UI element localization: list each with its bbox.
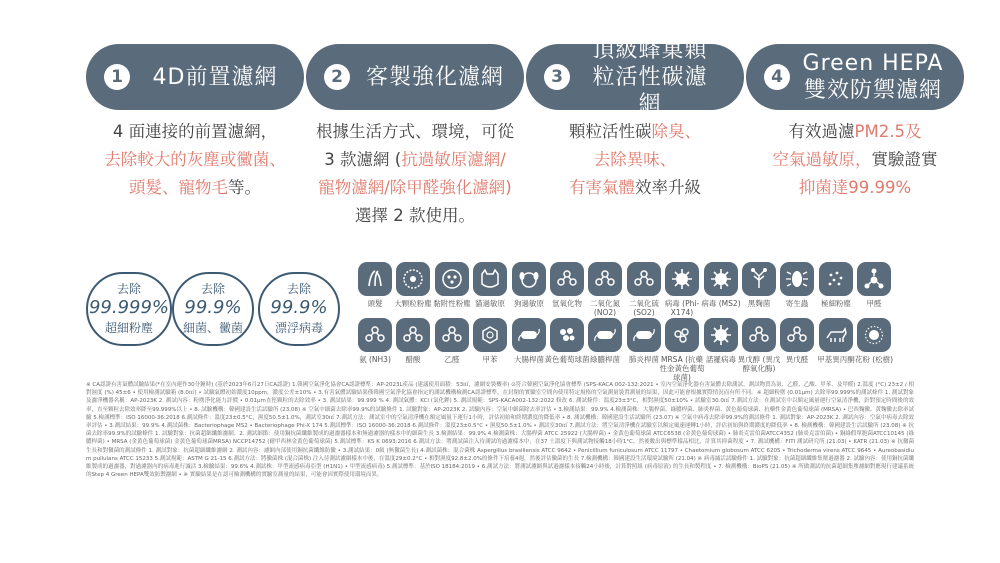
desc-text: 有效過濾	[788, 122, 855, 141]
desc-text: 3 款濾網 (	[324, 150, 402, 169]
dog-odor-icon	[819, 318, 853, 352]
icon-label: 甲醛	[866, 299, 882, 308]
badge-value: 99.9%	[270, 297, 328, 318]
desc-highlight: 去除異味、	[593, 150, 677, 169]
filter-description-3	[520, 118, 750, 202]
filter-title: 頂級蜂巢顆粒活性碳濾網	[592, 37, 708, 117]
desc-highlight: 抗過敏原濾網/	[401, 150, 506, 169]
filter-number-badge: 4	[764, 64, 790, 90]
parasite-icon	[780, 262, 814, 296]
icon-label: 大腸桿菌	[514, 355, 544, 364]
badge-value: 99.999%	[88, 297, 170, 318]
icon-label: 二氧化氮 (NO2)	[590, 299, 620, 317]
icon-label: 異戊醇 (異戊醇氧化酶)	[737, 355, 781, 373]
formaldehyde-icon	[857, 262, 891, 296]
icon-label: 病毒 (Phi-X174)	[664, 299, 700, 317]
filter-title: 客製強化濾網	[365, 64, 504, 90]
large-dust-icon	[396, 262, 430, 296]
molecule-icon	[550, 262, 584, 296]
filter-description-4	[740, 118, 970, 202]
desc-highlight: 除臭、	[651, 122, 701, 141]
removal-badge-dust	[86, 272, 172, 346]
desc-line: 4 面連接的前置濾網，	[112, 122, 278, 141]
molecule-icon	[780, 318, 814, 352]
dog-icon	[512, 262, 546, 296]
icon-label: 狗過敏原	[514, 299, 544, 308]
desc-text: 等。	[228, 178, 261, 197]
icon-label: 氫氧化物	[552, 299, 582, 308]
mrsa-icon	[665, 318, 699, 352]
icon-label: 甲苯	[482, 355, 498, 364]
test-conditions-fineprint: ※ CA認證有害氣體試驗結果(*在室內運作30分鐘時) (基於2023年6月27日CA認證) 1.韓國空氣淨化協會CA認證標準：AP-2023L產品 (建議使用面積：53㎡，濾網安裝概率) ⊙符合韓國空氣淨化協會標準 (SPS-KACA 002-132:2021 • 室內空氣淨化器有害氣體去除測試，測試物質為氨、乙醛、乙酸、甲苯、及甲醛) 2.溫度 (°C) 23±2 / 相對濕度 (%) 45±6 • 使用檢測試驗箱 (8.0㎥) • 試驗氣體初始濃度10ppm，濃度公差±10% • 3.有害氣體試驗結果僅韓國空氣淨化協會指定的測試機構檢測CA認證標準，在封閉的實驗室空間內使用特定規格的空氣測量裝置測量的結果，因此可能會根據實際情況而有所不同。※ 超細粉塵 (0.01µm) 去除率99.999%的測試條件 1. 測試對象及濾淨機器名稱：AP-2023K 2. 測試內容：粉塵淨化能力評價 • 0.01µm直徑顆粒的去除效率 • 3. 測試結果：99.999 % 4. 測試氣體：KCl (氯化鉀) 5. 測試規範：SPS-KACA002-132:2022 修改 6. 測試條件：溫度23±3°C，相對濕度50±10% • 試驗室30.0㎥ 7.測試方法：在測試室中以額定風量運行空氣清淨機，針對預定時間後的效率，直至顆粒去除效率降至99.999%以上 • 8. 試驗機構：韓國建設生活試驗所 (23.08) ※ 空氣中細菌去除率99.9%的試驗條件 1. 試驗對象：AP-2023K 2. 試驗內容：空氣中細菌除去率評估 • 3.檢測結果：99.9% 4.檢測菌株：大腸桿菌、綠膿桿菌、肺炎桿菌、黃色葡萄球菌、抗藥性金黃色葡萄球菌 (MRSA) • 巴西麴黴、黃麴黴去除率試驗 5.檢測標準：ISO 16000-36:2018 6.測試條件：溫度23±0.5°C，濕度50.5±1.0%，測試室30㎥ 7.測試方法：測試室中的空氣清淨機在額定風量下運行1小時，評估初始和終期濃度的降低率 • 8. 測試機構：韓國建設生活試驗所 (23.07) ※ 空氣中病毒去除率99.9%的測試條件 1. 測試對象：AP-2023K 2. 測試內容：空氣中病毒去除效率評估 • 3.測試結果：99.9% 4.測試菌株：Bacteriophage MS2 • Bacteriophage Phi-X 174 5.測試標準：ISO 16000-36:2018 6.測試條件：溫度23±0.5°C • 濕度50.5±1.0% • 測試室30㎥ 7.測試方法：將空氣清淨機在試驗室以額定風速運轉1小時，評估初始與終期濃度的降低率 • 8. 檢測機構：韓國建設生活試驗所 (23.08) ※ 抗菌去除率99.9%的試驗條件 1. 試驗對象：抗菌超細纖維濾網。2. 測試細節：使用銅抗菌纖維製成的過濾器樣本和無過濾器的樣本中的細菌生長 3.檢測結果：99.9% 4.檢測菌株：大腸桿菌 ATCC 25922 (大腸桿菌) • 金黃色葡萄球菌 ATCC6538 (金黃色葡萄球菌) • 肺炎克雷伯菌ATCC4352 (肺炎克雷伯菌) • 銅綠假單胞菌ATCC10145 (綠膿桿菌) • MRSA (金黃色葡萄球菌) 金黃色葡萄球菌MRSA) NCCP14752 (耐甲西林金黃色葡萄球菌) 5.測試標準：KS K 0693:2016 6.測試方法：將測試菌注入待測試的過濾樣本中，在37 土溫度下與測試物接觸18小時1°C，然後數出與標準樣品相比，計算其抑菌程度 • 7. 測試機構：FITI 測試研究所 (21.03) • KATR (21.03) ※ 抗黴菌生長和對黴菌的測試條件 1. 測試對象：抗菌超細纖維濾網 2. 測試內容：濾網內部使用銅抗菌纖維防黴 • 3.測試結果：0級 (無黴菌生長) 4.測試菌株：混合菌株 Aspergillus brasiliensis ATCC 9642 • Penicillium funiculosum ATCC 11797 • Chaetomium globosum ATCC 6205 • Trichoderma virens ATCC 9645 • Aureobasidium pullulans ATCC 15233 5.測試規範：ASTM G 21-15 6.測試方法：將黴菌株 (混合菌株) 注入待測試濾網樣本中後，在溫度29±0.2°C • 相對濕度92.8±2.0%的條件下培養4週，然後評估黴菌的生長 7.檢測機構：韓國建設生活環境試驗所 (21.04) ※ 病毒滅活試驗條件 1. 試驗對象：抗菌超細纖維集塵過濾器 2. 試驗內容：使用銅抗菌纖維製成的過濾器，對過濾器內的病毒進行滅活 3.檢驗結果：99.6% 4.測試株：甲型流感病毒亞型 (H1N1) • 甲型流感病毒) 5.測試標準：基於ISO 18184:2019 • 6.測試方法：將測試濾網與試過濾樣本接觸24小時後，計算對照組 (病毒原液) 的生長和製程度 • 7. 檢測機構：BioPS (21.05) ※ 所做測試的抗菌超細集塵濾網對應現行建議系統的Step 4 Green HEPA雙效防禦濾網 • ※ 實驗結果是在認可檢測機構的實驗室測量的結果，可能會因實際使用環境而異。	[86, 382, 914, 479]
desc-highlight: 頭髮、寵物毛	[129, 178, 228, 197]
desc-line	[80, 174, 310, 202]
desc-text: 實驗證實	[871, 150, 938, 169]
icon-label: 極細粉塵	[821, 299, 851, 308]
filter-number-badge: 1	[104, 64, 130, 90]
cat-icon	[473, 262, 507, 296]
virus-icon	[704, 318, 738, 352]
badge-bottom: 漂浮病毒	[274, 321, 323, 335]
icon-label: 黑麴菌	[747, 299, 771, 308]
bacteria-icon	[627, 318, 661, 352]
desc-line: 根據生活方式、環境，可從	[316, 122, 514, 141]
desc-line	[520, 118, 750, 146]
toluene-icon	[473, 318, 507, 352]
filter-header-3	[526, 37, 744, 117]
molecule-icon	[627, 262, 661, 296]
desc-highlight: 抑菌達99.99%	[798, 178, 912, 197]
virus-icon	[665, 262, 699, 296]
desc-text: 顆粒活性碳	[569, 122, 652, 141]
filter-title: Green HEPA雙效防禦濾網	[802, 51, 944, 103]
desc-line	[520, 174, 750, 202]
filter-header-4	[746, 44, 964, 110]
badge-value: 99.9%	[184, 297, 242, 318]
icon-label: 頭髮	[367, 299, 383, 308]
desc-line	[740, 146, 970, 174]
icon-label: MRSA (抗藥性金黃色葡萄球菌)	[659, 355, 705, 382]
molecule-icon	[588, 262, 622, 296]
desc-highlight: 寵物濾網/除甲醛強化濾網)	[318, 178, 512, 197]
badge-top: 去除	[286, 282, 311, 296]
filter-header-1	[86, 44, 304, 110]
desc-text: 效率升級	[635, 178, 701, 197]
bacteria-icon	[512, 318, 546, 352]
fungus-icon	[742, 262, 776, 296]
pollen-icon	[857, 318, 891, 352]
molecule-icon	[358, 318, 392, 352]
filter-number-badge: 3	[544, 64, 570, 90]
fine-dust-icon	[819, 262, 853, 296]
filter-description-2	[300, 118, 530, 230]
icon-label: 醋酸	[405, 355, 421, 364]
icon-label: 諾羅病毒	[706, 355, 736, 364]
icon-label: 病毒 (MS2)	[701, 299, 741, 308]
desc-line	[300, 146, 530, 174]
icon-label: 肺炎桿菌	[629, 355, 659, 364]
badge-bottom: 超細粉塵	[104, 321, 153, 335]
desc-line: 選擇 2 款使用。	[355, 206, 475, 225]
icon-label: 貓過敏原	[475, 299, 505, 308]
hair-icon	[358, 262, 392, 296]
molecule-icon	[742, 318, 776, 352]
badge-top: 去除	[116, 282, 141, 296]
icon-label: 二氧化硫 (SO2)	[629, 299, 659, 317]
desc-line	[740, 118, 970, 146]
badge-bottom: 細菌、黴菌	[182, 321, 243, 335]
filter-header-2	[306, 44, 524, 110]
desc-highlight: 空氣過敏原，	[772, 150, 872, 169]
molecule-icon	[396, 318, 430, 352]
icon-label: 綠膿桿菌	[590, 355, 620, 364]
icon-label: 花粉 (松樹)	[854, 355, 894, 364]
filter-title: 4D前置濾網	[152, 64, 278, 90]
icon-label: 氨 (NH3)	[359, 355, 391, 364]
sticky-dust-icon	[435, 262, 469, 296]
icon-label: 大顆粒粉塵	[394, 299, 432, 308]
icon-label: 甲基異丙酮	[817, 355, 855, 364]
badge-top: 去除	[200, 282, 225, 296]
desc-highlight: PM2.5及	[854, 122, 922, 141]
molecule-icon	[435, 318, 469, 352]
icon-label: 黏附性粉塵	[433, 299, 471, 308]
icon-label: 黃色葡萄球菌	[544, 355, 590, 364]
removal-badge-bacteria	[172, 272, 254, 346]
removal-badge-virus	[258, 272, 340, 346]
icon-label: 寄生蟲	[785, 299, 809, 308]
staph-icon	[550, 318, 584, 352]
virus-icon	[704, 262, 738, 296]
desc-highlight: 去除較大的灰塵或黴菌、	[104, 150, 286, 169]
desc-highlight: 有害氣體	[569, 178, 635, 197]
bacteria-icon	[588, 318, 622, 352]
filter-description-1	[80, 118, 310, 202]
filter-number-badge: 2	[324, 64, 350, 90]
icon-label: 異戊醛	[785, 355, 809, 364]
icon-label: 乙醛	[444, 355, 460, 364]
